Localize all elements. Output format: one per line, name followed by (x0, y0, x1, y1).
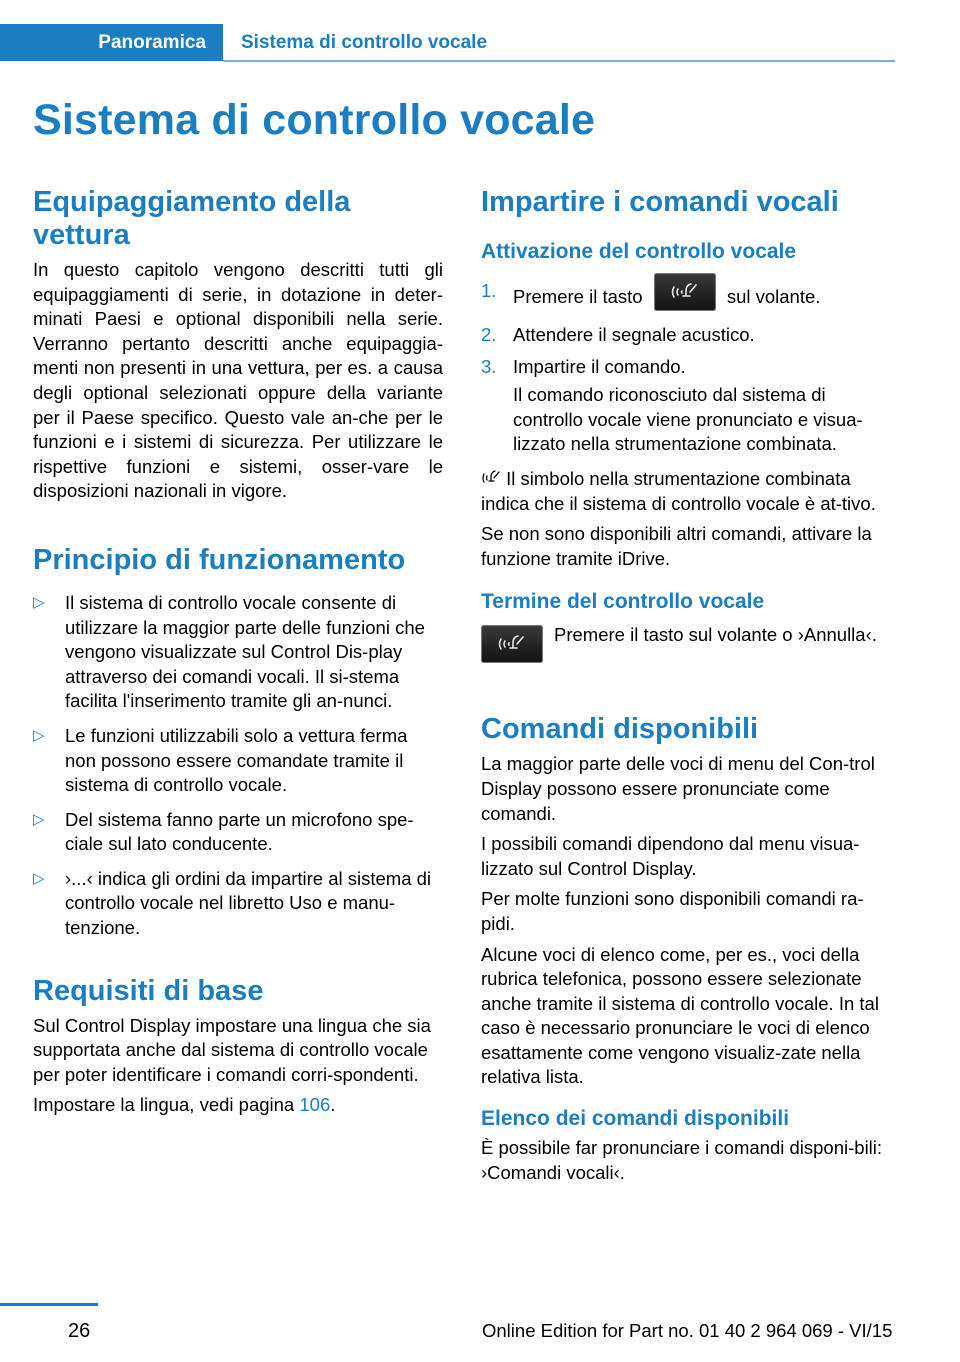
list-item-text: Le funzioni utilizzabili solo a vettura ferma non possono essere comandate tramite il sistema di controllo vocale. (65, 724, 408, 796)
heading-impartire: Impartire i comandi vocali (481, 186, 839, 218)
page-reference-link[interactable]: 106 (299, 1094, 331, 1116)
header-section-label: Panoramica (98, 32, 206, 53)
list-item (33, 724, 443, 798)
step-text: Impartire il comando. (513, 355, 686, 377)
header-divider (223, 60, 895, 62)
voice-symbol-icon (481, 469, 501, 487)
list-item-text: Del sistema fanno parte un microfono spe-ciale sul lato conducente. (65, 808, 414, 855)
header-chapter-label: Sistema di controllo vocale (241, 32, 488, 53)
elenco-paragraph: È possibile far pronunciare i comandi disponi-bili: ›Comandi vocali‹. (481, 1137, 883, 1183)
triangle-bullet-icon: ▷ (33, 869, 45, 887)
step3-detail: Il comando riconosciuto dal sistema di controllo vocale viene pronunciato e visua-lizzato nella strumentazione combinata. (513, 384, 863, 455)
requisiti-paragraph: Sul Control Display impostare una lingua che sia supportata anche dal sistema di controllo vocale per poter identificare i comandi corri-spondenti. (33, 1014, 431, 1085)
step-number: 1. (481, 280, 497, 301)
list-item (33, 808, 443, 857)
termine-text: Premere il tasto sul volante o ›Annulla‹. (554, 624, 877, 646)
reference-text: Impostare la lingua, vedi pagina (33, 1094, 300, 1116)
termine-row (481, 623, 895, 667)
list-item-text: ›...‹ indica gli ordini da impartire al sistema di controllo vocale nel libretto Uso e manu-tenzione. (65, 867, 432, 939)
equip-paragraph: In questo capitolo vengono descritti tutti gli equipaggiamenti di serie, in dotazione in deter-minati Paesi e optional disponibili nella serie. Verranno pertanto descritti anche equipaggia-menti non presenti in una vettura, per es. a causa degli optional selezionati oppure della variante per il Paese specifico. Questo vale an-che per le funzioni e i sistemi di sicurezza. Per utilizzare le rispettive funzioni e sistemi, osser-vare le disposizioni nazionali in vigore. (33, 259, 443, 502)
page-number: 26 (68, 1320, 91, 1342)
step-item (481, 323, 895, 348)
symbol-text: Il simbolo nella strumentazione combinata indica che il sistema di controllo vocale è at-tivo. (481, 467, 876, 514)
voice-control-button-icon (654, 273, 716, 311)
left-column (33, 186, 443, 1118)
list-item-text: Il sistema di controllo vocale consente di utilizzare la maggior parte delle funzioni che vengono visualizzate sul Control Dis-play attraverso dei comandi vocali. Il si-stema facilita l'inserimento tramite gli an-nunci. (65, 591, 425, 712)
page-title: Sistema di controllo vocale (33, 96, 596, 144)
triangle-bullet-icon: ▷ (33, 726, 45, 744)
requisiti-reference (33, 1093, 443, 1118)
heading-elenco: Elenco dei comandi disponibili (481, 1107, 790, 1131)
step-item (481, 355, 895, 380)
heading-requisiti: Requisiti di base (33, 974, 264, 1007)
right-column (481, 186, 895, 1185)
reference-suffix: . (330, 1094, 336, 1116)
heading-comandi: Comandi disponibili (481, 713, 759, 746)
voice-control-button-icon (481, 625, 543, 663)
list-item (33, 591, 443, 714)
edition-footer: Online Edition for Part no. 01 40 2 964 069 - VI/15 (482, 1320, 893, 1341)
heading-equipaggiamento: Equipaggiamento della vettura (33, 186, 351, 251)
step-text: Attendere il segnale acustico. (513, 324, 755, 345)
attivazione-steps (481, 279, 895, 379)
header-section-tab (0, 24, 223, 61)
symbol-paragraph (481, 467, 895, 516)
step-text: Premere il tasto (513, 285, 643, 307)
no-commands-paragraph: Se non sono disponibili altri comandi, attivare la funzione tramite iDrive. (481, 523, 872, 569)
step-item (481, 279, 895, 317)
triangle-bullet-icon: ▷ (33, 593, 45, 611)
footer-divider (0, 1303, 98, 1306)
heading-termine: Termine del controllo vocale (481, 590, 765, 614)
list-item (33, 867, 443, 941)
principio-list (33, 591, 443, 941)
step-text-suffix: sul volante. (726, 285, 821, 307)
comandi-paragraph: Per molte funzioni sono disponibili comandi ra-pidi. (481, 888, 864, 934)
comandi-paragraph: Alcune voci di elenco come, per es., voci della rubrica telefonica, possono essere selezionate anche tramite il sistema di controllo vocale. In tal caso è necessario pronunciare le voci di elenco esattamente come vengono visualiz-zate nella relativa lista. (481, 943, 879, 1088)
comandi-paragraph: I possibili comandi dipendono dal menu visua-lizzato sul Control Display. (481, 833, 860, 879)
heading-attivazione: Attivazione del controllo vocale (481, 240, 797, 263)
step-number: 3. (481, 355, 497, 377)
heading-principio: Principio di funzionamento (33, 543, 406, 576)
triangle-bullet-icon: ▷ (33, 810, 45, 828)
step-number: 2. (481, 324, 497, 345)
comandi-paragraph: La maggior parte delle voci di menu del Con-trol Display possono essere pronunciate come comandi. (481, 753, 875, 824)
